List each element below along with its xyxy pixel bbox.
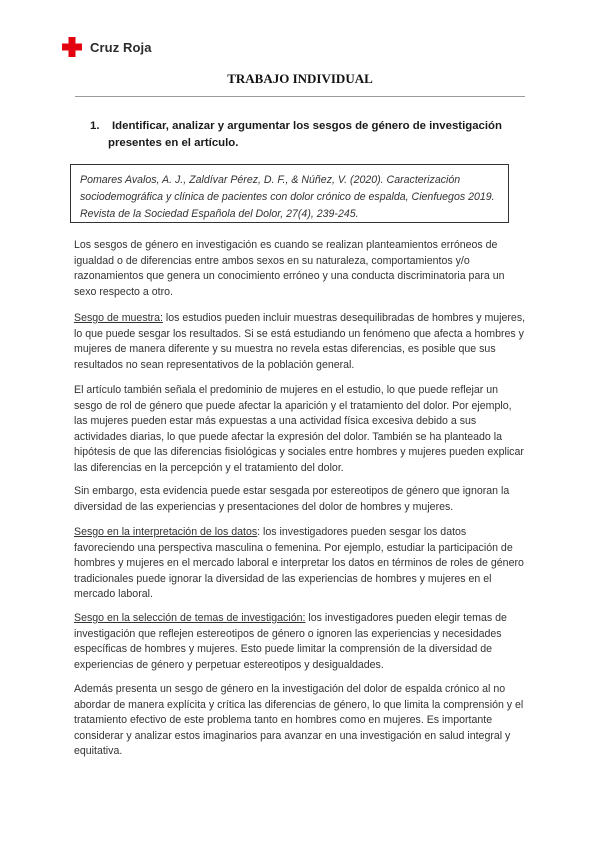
title-divider xyxy=(75,96,525,97)
paragraph-text: Los sesgos de género en investigación es cuando se realizan planteamientos erróneos de igualdad o de diferencias entre ambos sexos en su naturaleza, comportamientos y/o razonamientos que genera un conocimiento erróneo y una conducta discriminatoria para un sexo respecto a otro. xyxy=(74,239,505,298)
question-number: 1. xyxy=(90,120,100,132)
paragraph-text: Además presenta un sesgo de género en la investigación del dolor de espalda crónico al no abordar de manera explícita y crítica las diferencias de género, lo que limita la comprensión y el tratamiento efectivo de este problema tanto en hombres como en mujeres. Es importante considerar y analizar estos imaginarios para avanzar en una investigación en salud integral y equitativa. xyxy=(74,683,524,757)
document-title: TRABAJO INDIVIDUAL xyxy=(227,71,373,86)
paragraph-data-interpretation xyxy=(74,525,526,603)
paragraph-stereotypes xyxy=(74,484,526,515)
question-heading xyxy=(90,118,510,152)
paragraph-intro xyxy=(74,238,526,300)
paragraph-sample-bias xyxy=(74,311,526,373)
paragraph-label: Sesgo de muestra: xyxy=(74,312,163,324)
paragraph-conclusion xyxy=(74,682,526,760)
paragraph-label: Sesgo en la selección de temas de investigación: xyxy=(74,612,306,624)
paragraph-text: los investigadores pueden elegir temas de investigación que reflejen estereotipos de género o ignoren las experiencias y necesidades específicas de hombres y mujeres. Esto puede limitar la comprensión de la diversidad de experiencias de género y perpetuar estereotipos y desigualdades. xyxy=(74,612,507,671)
paragraph-text: El artículo también señala el predominio de mujeres en el estudio, lo que puede reflejar un sesgo de rol de género que puede afectar la aparición y el tratamiento del dolor. Por ejemplo, las mujeres pueden estar más expuestas a una actividad física excesiva debido a sus actividades diarias, lo que puede afectar la expresión del dolor. También se ha planteado la hipótesis de que las diferencias fisiológicas y sociales entre hombres y mujeres pueden explicar las diferencias en la percepción y el tratamiento del dolor. xyxy=(74,384,524,474)
red-cross-icon xyxy=(61,36,83,58)
paragraph-topic-selection xyxy=(74,611,526,673)
paragraph-label: Sesgo en la interpretación de los datos xyxy=(74,526,258,538)
question-text: Identificar, analizar y argumentar los sesgos de género de investigación presentes en el artículo. xyxy=(108,120,502,149)
citation-box: Pomares Avalos, A. J., Zaldívar Pérez, D. F., & Núñez, V. (2020). Caracterización sociodemográfica y clínica de pacientes con dolor crónico de espalda, Cienfuegos 2019. Revista de la Sociedad Española del Dolor, 27(4), 239-245. xyxy=(70,164,509,223)
paragraph-text: : los investigadores pueden sesgar los datos favoreciendo una perspectiva masculina o femenina. Por ejemplo, estudiar la participación de hombres y mujeres en el mercado laboral e interpretar los datos en términos de roles de género tradicionales puede ignorar la diversidad de las experiencias de hombres y mujeres en el mercado laboral. xyxy=(74,526,524,600)
brand-name: Cruz Roja xyxy=(90,39,152,55)
paragraph-text: los estudios pueden incluir muestras desequilibradas de hombres y mujeres, lo que puede sesgar los resultados. Si se está estudiando un fenómeno que afecta a hombres y mujeres de manera diferente y su muestra no revela estas diferencias, es posible que sus resultados no sean representativos de la población general. xyxy=(74,312,526,371)
cruz-roja-logo xyxy=(61,36,152,58)
paragraph-text: Sin embargo, esta evidencia puede estar sesgada por estereotipos de género que ignoran la diversidad de las experiencias y presentaciones del dolor de hombres y mujeres. xyxy=(74,485,510,513)
paragraph-gender-role xyxy=(74,383,526,476)
